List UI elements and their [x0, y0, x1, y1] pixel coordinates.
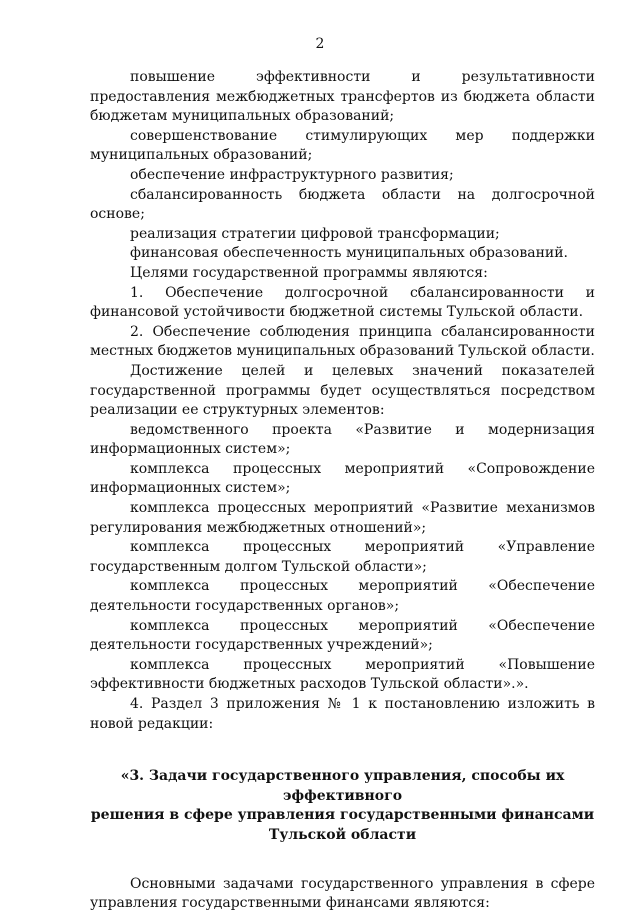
- paragraph: комплекса процессных мероприятий «Обеспечение деятельности государственных органов»;: [90, 578, 595, 615]
- section-heading: [90, 767, 595, 845]
- paragraph: комплекса процессных мероприятий «Повышение эффективности бюджетных расходов Тульской области».».: [90, 656, 595, 693]
- paragraph: обеспечение инфраструктурного развития;: [130, 166, 454, 183]
- paragraph: комплекса процессных мероприятий «Управление государственным долгом Тульской области»;: [90, 539, 595, 575]
- paragraph: сбалансированность бюджета области на долгосрочной основе;: [90, 186, 595, 223]
- page-number: 2: [315, 36, 325, 52]
- paragraph: Целями государственной программы являются:: [130, 264, 488, 281]
- spacer: [90, 846, 595, 875]
- paragraph: совершенствование стимулирующих мер поддержки муниципальных образований;: [90, 127, 595, 164]
- section-heading-line: Тульской области: [268, 826, 417, 843]
- document-body: [90, 68, 595, 914]
- paragraph: 1. Обеспечение долгосрочной сбалансированности и финансовой устойчивости бюджетной системы Тульской области.: [90, 284, 595, 321]
- paragraph: финансовая обеспеченность муниципальных образований.: [130, 245, 569, 262]
- paragraph: Основными задачами государственного управления в сфере управления государственными финансами являются:: [90, 875, 595, 912]
- paragraph: 2. Обеспечение соблюдения принципа сбалансированности местных бюджетов муниципальных образований Тульской области.: [90, 323, 595, 360]
- section-heading-line: «3. Задачи государственного управления, способы их эффективного: [120, 768, 565, 804]
- paragraph: комплекса процессных мероприятий «Развитие механизмов регулирования межбюджетных отношений»;: [90, 500, 595, 536]
- paragraph: реализация стратегии цифровой трансформации;: [130, 225, 500, 242]
- paragraph: комплекса процессных мероприятий «Обеспечение деятельности государственных учреждений»;: [90, 617, 595, 654]
- paragraph: ведомственного проекта «Развитие и модернизация информационных систем»;: [90, 421, 595, 458]
- paragraph: комплекса процессных мероприятий «Сопровождение информационных систем»;: [90, 460, 595, 497]
- paragraph: повышение эффективности и результативности предоставления межбюджетных трансфертов из бюджета области бюджетам муниципальных образований;: [90, 69, 595, 125]
- section-heading-line: решения в сфере управления государственными финансами: [90, 807, 595, 824]
- paragraph: Достижение целей и целевых значений показателей государственной программы будет осуществляться посредством реализации ее структурных элементов:: [90, 362, 595, 419]
- paragraph: 4. Раздел 3 приложения № 1 к постановлению изложить в новой редакции:: [90, 696, 595, 732]
